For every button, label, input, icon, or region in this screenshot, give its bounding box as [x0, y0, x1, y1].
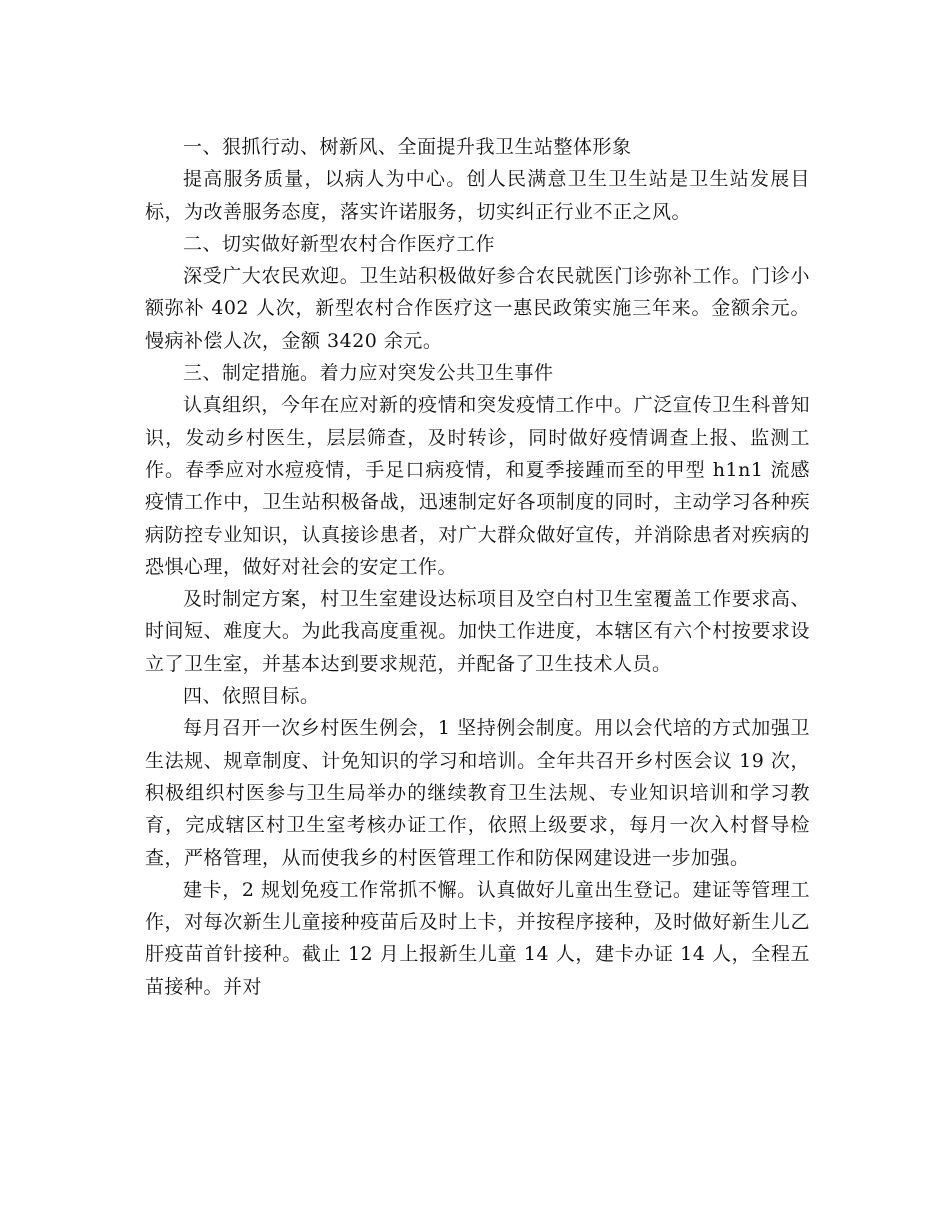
section-heading-3: 三、制定措施。着力应对突发公共卫生事件 — [183, 362, 554, 385]
paragraph-immunization: 建卡，2 规划免疫工作常抓不懈。认真做好儿童出生登记。建证等管理工作，对每次新生儿童接种疫苗后及时上卡，并按程序接种，及时做好新生儿乙肝疫苗首针接种。截止 12 月上报新生儿童 14 人，建卡办证 14 人，全程五苗接种。并对 — [145, 878, 810, 998]
document-body — [145, 131, 810, 1003]
paragraph-epidemic-response: 认真组织，今年在应对新的疫情和突发疫情工作中。广泛宣传卫生科普知识，发动乡村医生，层层筛查，及时转诊，同时做好疫情调查上报、监测工作。春季应对水痘疫情，手足口病疫情，和夏季接踵而至的甲型 h1n1 流感疫情工作中，卫生站积极备战，迅速制定好各项制度的同时，主动学习各种疾病防控专业知识，认真接诊患者，对广大群众做好宣传，并消除患者对疾病的恐惧心理，做好对社会的安定工作。 — [145, 394, 810, 578]
paragraph-village-doctor-meetings: 每月召开一次乡村医生例会，1 坚持例会制度。用以会代培的方式加强卫生法规、规章制度、计免知识的学习和培训。全年共召开乡村医会议 19 次，积极组织村医参与卫生局举办的继续教育卫生法规、专业知识培训和学习教育，完成辖区村卫生室考核办证工作，依照上级要求，每月一次入村督导检查，严格管理，从而使我乡的村医管理工作和防保网建设进一步加强。 — [145, 717, 810, 869]
paragraph-cooperative-medical: 深受广大农民欢迎。卫生站积极做好参合农民就医门诊弥补工作。门诊小额弥补 402 人次，新型农村合作医疗这一惠民政策实施三年来。金额余元。慢病补偿人次，金额 3420 余元。 — [145, 265, 810, 352]
paragraph-service-quality: 提高服务质量，以病人为中心。创人民满意卫生卫生站是卫生站发展目标，为改善服务态度，落实许诺服务，切实纠正行业不正之风。 — [145, 168, 810, 223]
section-heading-1: 一、狠抓行动、树新风、全面提升我卫生站整体形象 — [183, 136, 632, 158]
paragraph-clinic-construction: 及时制定方案，村卫生室建设达标项目及空白村卫生室覆盖工作要求高、时间短、难度大。为此我高度重视。加快工作进度，本辖区有六个村按要求设立了卫生室，并基本达到要求规范，并配备了卫生技术人员。 — [145, 588, 810, 675]
section-heading-2: 二、切实做好新型农村合作医疗工作 — [183, 232, 496, 255]
section-heading-4: 四、依照目标。 — [183, 685, 320, 708]
